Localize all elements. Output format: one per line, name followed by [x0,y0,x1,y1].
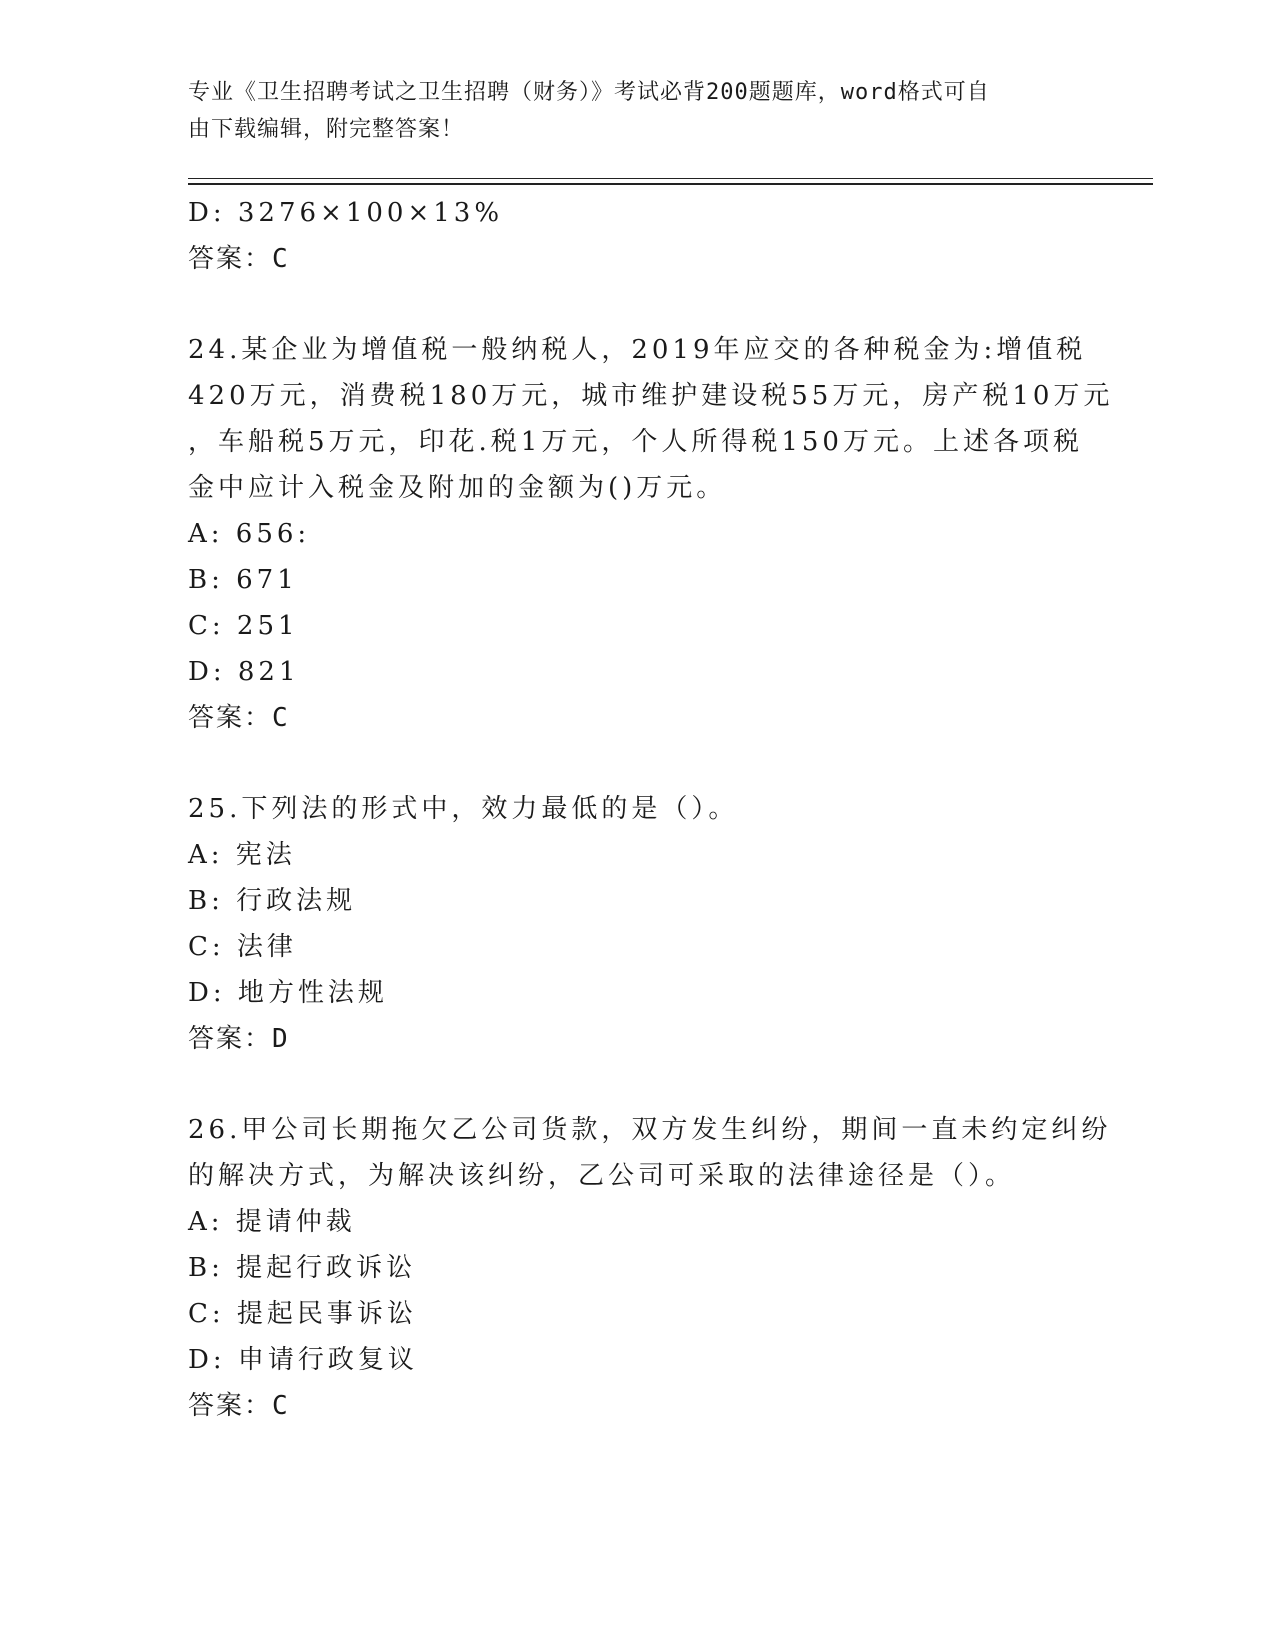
option-b: B: 提起行政诉讼 [188,1253,417,1283]
header-divider-thick [188,183,1153,185]
question-25 [188,786,1088,1062]
carryover-block [188,190,1088,282]
option-a: A: 宪法 [188,840,296,870]
answer-line: 答案：C [188,703,290,733]
answer-line: 答案：D [188,1024,290,1054]
question-26 [188,1107,1112,1429]
option-c: C: 提起民事诉讼 [188,1299,417,1329]
option-a: A: 656: [188,519,311,549]
question-stem-line: 的解决方式，为解决该纠纷，乙公司可采取的法律途径是（）。 [188,1161,1016,1191]
question-stem-line: 25.下列法的形式中，效力最低的是（）。 [188,794,739,824]
question-stem-line: ，车船税5万元，印花.税1万元，个人所得税150万元。上述各项税 [188,427,1083,457]
question-stem-line: 24.某企业为增值税一般纳税人，2019年应交的各种税金为:增值税 [188,335,1087,365]
option-d: D: 3276×100×13% [188,198,504,228]
question-list [188,190,1114,1429]
header-line-1: 专业《卫生招聘考试之卫生招聘（财务）》考试必背200题题库，word格式可自 [188,80,990,105]
question-stem-line: 420万元，消费税180万元，城市维护建设税55万元，房产税10万元 [188,381,1114,411]
header-divider-thin [188,178,1153,179]
option-b: B: 行政法规 [188,886,357,916]
question-stem-line: 26.甲公司长期拖欠乙公司货款，双方发生纠纷，期间一直未约定纠纷 [188,1115,1112,1145]
option-c: C: 251 [188,611,299,641]
answer-line: 答案：C [188,1391,290,1421]
header-line-2: 由下载编辑，附完整答案！ [188,117,465,142]
document-header [188,74,1068,148]
option-b: B: 671 [188,565,298,595]
option-a: A: 提请仲裁 [188,1207,356,1237]
option-d: D: 821 [188,657,300,687]
option-c: C: 法律 [188,932,297,962]
question-stem-line: 金中应计入税金及附加的金额为()万元。 [188,473,727,503]
option-d: D: 地方性法规 [188,978,388,1008]
answer-line: 答案：C [188,244,290,274]
option-d: D: 申请行政复议 [188,1345,418,1375]
question-24 [188,327,1114,741]
